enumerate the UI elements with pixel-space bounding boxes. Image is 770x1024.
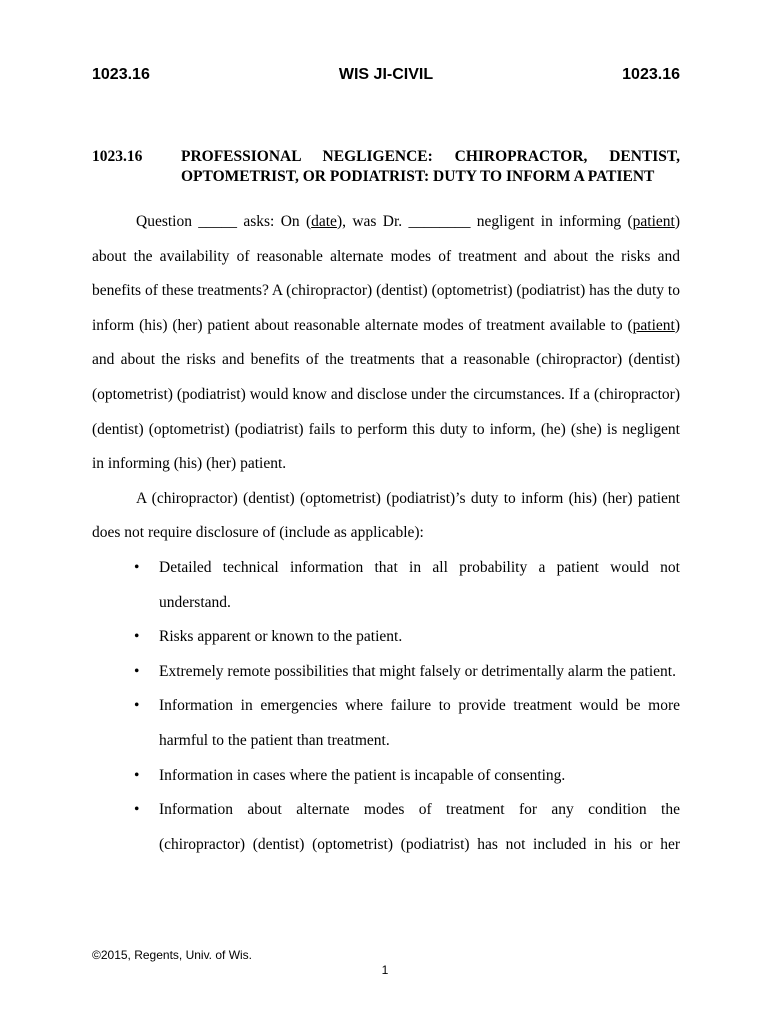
list-item-text-line-1: Information about alternate modes of treatment for any condition the [159,801,680,819]
list-item [92,689,680,758]
bullet-icon: • [134,766,140,784]
paragraph-text: Question _____ asks: On ( [136,213,312,230]
paragraph-text: ) about the availability of reasonable alternate modes of treatment and about the risks and benefits of these treatments? A (chiropractor) (dentist) (optometrist) (podiatrist) has the duty to inform (his) (her) patient about reasonable alternate modes of treatment available to ( [92,213,680,334]
running-header [92,66,680,88]
instruction-body [92,205,680,862]
list-item-text: Detailed technical information that in all probability a patient would not understand. [159,558,680,611]
list-item-text: Extremely remote possibilities that might falsely or detrimentally alarm the patient. [159,662,676,680]
list-item-text: Risks apparent or known to the patient. [159,628,403,646]
list-item [92,655,680,690]
placeholder-date: date [311,213,337,230]
header-section-number-right: 1023.16 [622,66,680,83]
section-title [181,147,680,187]
section-title-line-1: PROFESSIONAL NEGLIGENCE: CHIROPRACTOR, DENTIST, [181,148,680,165]
copyright-notice: ©2015, Regents, Univ. of Wis. [92,948,253,962]
header-section-number-left: 1023.16 [92,66,150,83]
list-item [92,551,680,620]
section-number: 1023.16 [92,148,143,165]
paragraph-question [92,205,680,482]
section-title-line-2: OPTOMETRIST, OR PODIATRIST: DUTY TO INFORM A PATIENT [181,168,655,185]
bullet-icon: • [134,662,140,680]
bullet-icon: • [134,697,140,715]
list-item-text-line-2: (chiropractor) (dentist) (optometrist) (podiatrist) has not included in his or her [159,835,680,853]
placeholder-patient: patient [632,213,675,230]
paragraph-text: ) and about the risks and benefits of the treatments that a reasonable (chiropractor) (dentist) (optometrist) (podiatrist) would know and disclose under the circumstances. If a (chiropractor) (dentist) (optometrist) (podiatrist) fails to perform this duty to inform, (he) (she) is negligent in informing (his) (her) patient. [92,316,680,473]
placeholder-patient: patient [632,316,675,334]
list-item [92,759,680,794]
bullet-icon: • [134,801,140,819]
list-item [92,620,680,655]
paragraph-disclosure: A (chiropractor) (dentist) (optometrist) (podiatrist)’s duty to inform (his) (her) patient does not require disclosure of (include as applicable): [92,489,680,542]
bullet-icon: • [134,628,140,646]
page-number: 1 [381,963,389,977]
paragraph-text: ), was Dr. ________ negligent in informing ( [336,213,633,230]
header-title: WIS JI-CIVIL [338,66,434,83]
bullet-icon: • [134,558,140,576]
list-item [92,793,680,862]
list-item-text: Information in emergencies where failure to provide treatment would be more harmful to the patient than treatment. [159,697,680,749]
exceptions-list [92,551,680,862]
list-item-text: Information in cases where the patient is incapable of consenting. [159,766,566,784]
